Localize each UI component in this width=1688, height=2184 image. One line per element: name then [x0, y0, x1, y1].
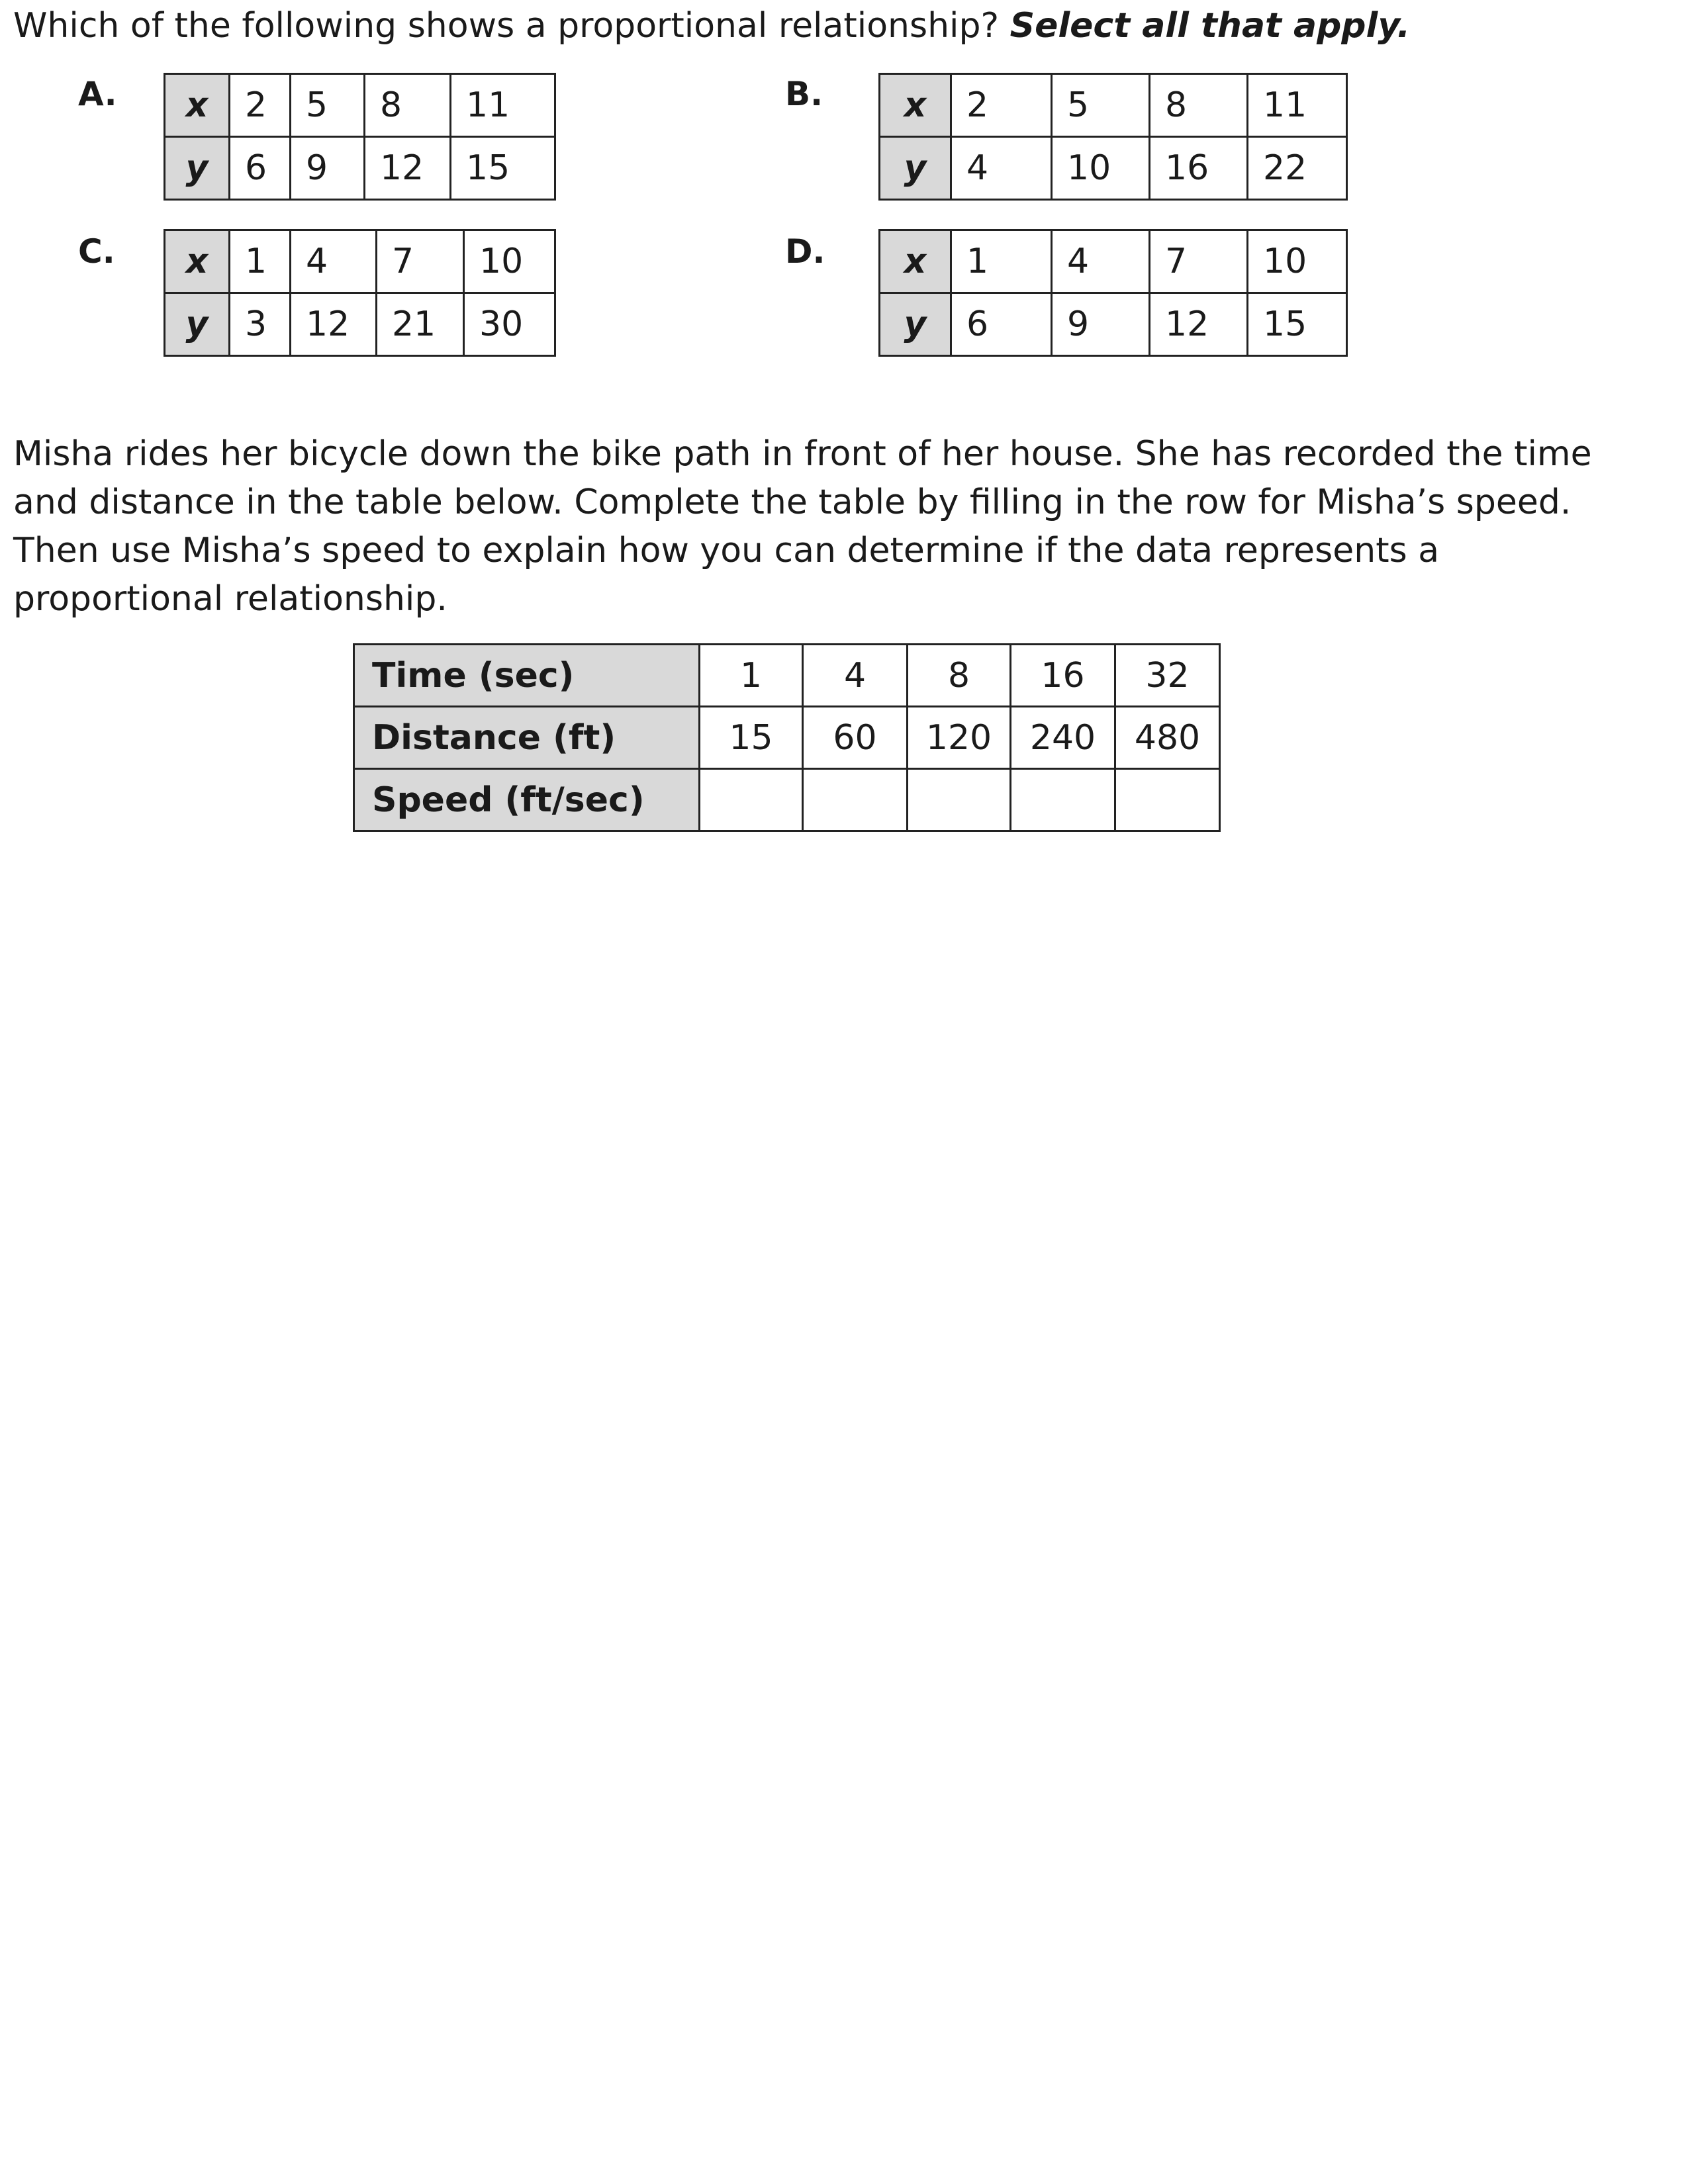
table-cell: 2	[230, 74, 291, 137]
table-row	[165, 293, 555, 356]
table-row	[165, 137, 555, 200]
table-cell: 240	[1011, 707, 1115, 769]
table-cell: 7	[1150, 230, 1248, 293]
table-cell: 8	[365, 74, 451, 137]
y-header: y	[165, 137, 230, 200]
question-1-text: Which of the following shows a proportional relationship?	[13, 6, 1000, 46]
table-row	[165, 230, 555, 293]
table-cell: 1	[700, 645, 803, 707]
table-cell: 21	[377, 293, 464, 356]
speed-answer-cell[interactable]	[1011, 769, 1115, 831]
table-cell: 12	[291, 293, 377, 356]
table-cell: 15	[451, 137, 555, 200]
table-cell: 30	[464, 293, 555, 356]
table-cell: 8	[1150, 74, 1248, 137]
table-cell: 60	[803, 707, 908, 769]
x-header: x	[880, 74, 951, 137]
table-row	[880, 230, 1347, 293]
table-row	[880, 74, 1347, 137]
table-cell: 16	[1011, 645, 1115, 707]
y-header: y	[165, 293, 230, 356]
table-cell: 11	[1248, 74, 1347, 137]
x-header: x	[165, 230, 230, 293]
y-header: y	[880, 293, 951, 356]
table-row	[354, 707, 1220, 769]
table-row	[880, 137, 1347, 200]
table-cell: 4	[1052, 230, 1150, 293]
option-b-table	[878, 73, 1348, 201]
option-b-label: B.	[785, 75, 823, 113]
option-d-table	[878, 229, 1348, 357]
table-row	[165, 74, 555, 137]
table-cell: 4	[951, 137, 1052, 200]
table-cell: 5	[1052, 74, 1150, 137]
table-cell: 10	[1248, 230, 1347, 293]
table-cell: 6	[951, 293, 1052, 356]
table-cell: 3	[230, 293, 291, 356]
table-cell: 5	[291, 74, 365, 137]
x-header: x	[880, 230, 951, 293]
table-cell: 10	[1052, 137, 1150, 200]
table-cell: 480	[1115, 707, 1220, 769]
table-cell: 15	[1248, 293, 1347, 356]
table-cell: 12	[1150, 293, 1248, 356]
option-c-table	[164, 229, 556, 357]
question-1-instruction: Select all that apply.	[1009, 6, 1411, 46]
speed-answer-cell[interactable]	[908, 769, 1011, 831]
speed-answer-cell[interactable]	[803, 769, 908, 831]
table-cell: 15	[700, 707, 803, 769]
speed-answer-cell[interactable]	[1115, 769, 1220, 831]
question-2-text: Misha rides her bicycle down the bike path in front of her house. She has recorded the time and distance in the table below. Complete the table by filling in the row for Misha’s speed. Then use Misha’s speed to explain how you can determine if the data represents a proportional relationship.	[13, 434, 1592, 619]
speed-answer-cell[interactable]	[700, 769, 803, 831]
table-cell: 10	[464, 230, 555, 293]
table-row	[354, 645, 1220, 707]
table-cell: 2	[951, 74, 1052, 137]
table-cell: 7	[377, 230, 464, 293]
table-cell: 9	[1052, 293, 1150, 356]
table-cell: 1	[951, 230, 1052, 293]
table-row	[880, 293, 1347, 356]
x-header: x	[165, 74, 230, 137]
table-cell: 120	[908, 707, 1011, 769]
table-cell: 6	[230, 137, 291, 200]
option-a-label: A.	[78, 75, 117, 113]
option-a-table	[164, 73, 556, 201]
table-cell: 22	[1248, 137, 1347, 200]
table-cell: 16	[1150, 137, 1248, 200]
table-cell: 9	[291, 137, 365, 200]
table-cell: 12	[365, 137, 451, 200]
table-cell: 8	[908, 645, 1011, 707]
speed-row-header: Speed (ft/sec)	[354, 769, 700, 831]
speed-table	[353, 643, 1221, 832]
table-cell: 11	[451, 74, 555, 137]
question-1-prompt	[13, 3, 1410, 49]
table-cell: 32	[1115, 645, 1220, 707]
option-d-label: D.	[785, 232, 825, 271]
table-cell: 4	[291, 230, 377, 293]
time-row-header: Time (sec)	[354, 645, 700, 707]
distance-row-header: Distance (ft)	[354, 707, 700, 769]
option-c-label: C.	[78, 232, 115, 271]
table-cell: 1	[230, 230, 291, 293]
table-row	[354, 769, 1220, 831]
table-cell: 4	[803, 645, 908, 707]
y-header: y	[880, 137, 951, 200]
